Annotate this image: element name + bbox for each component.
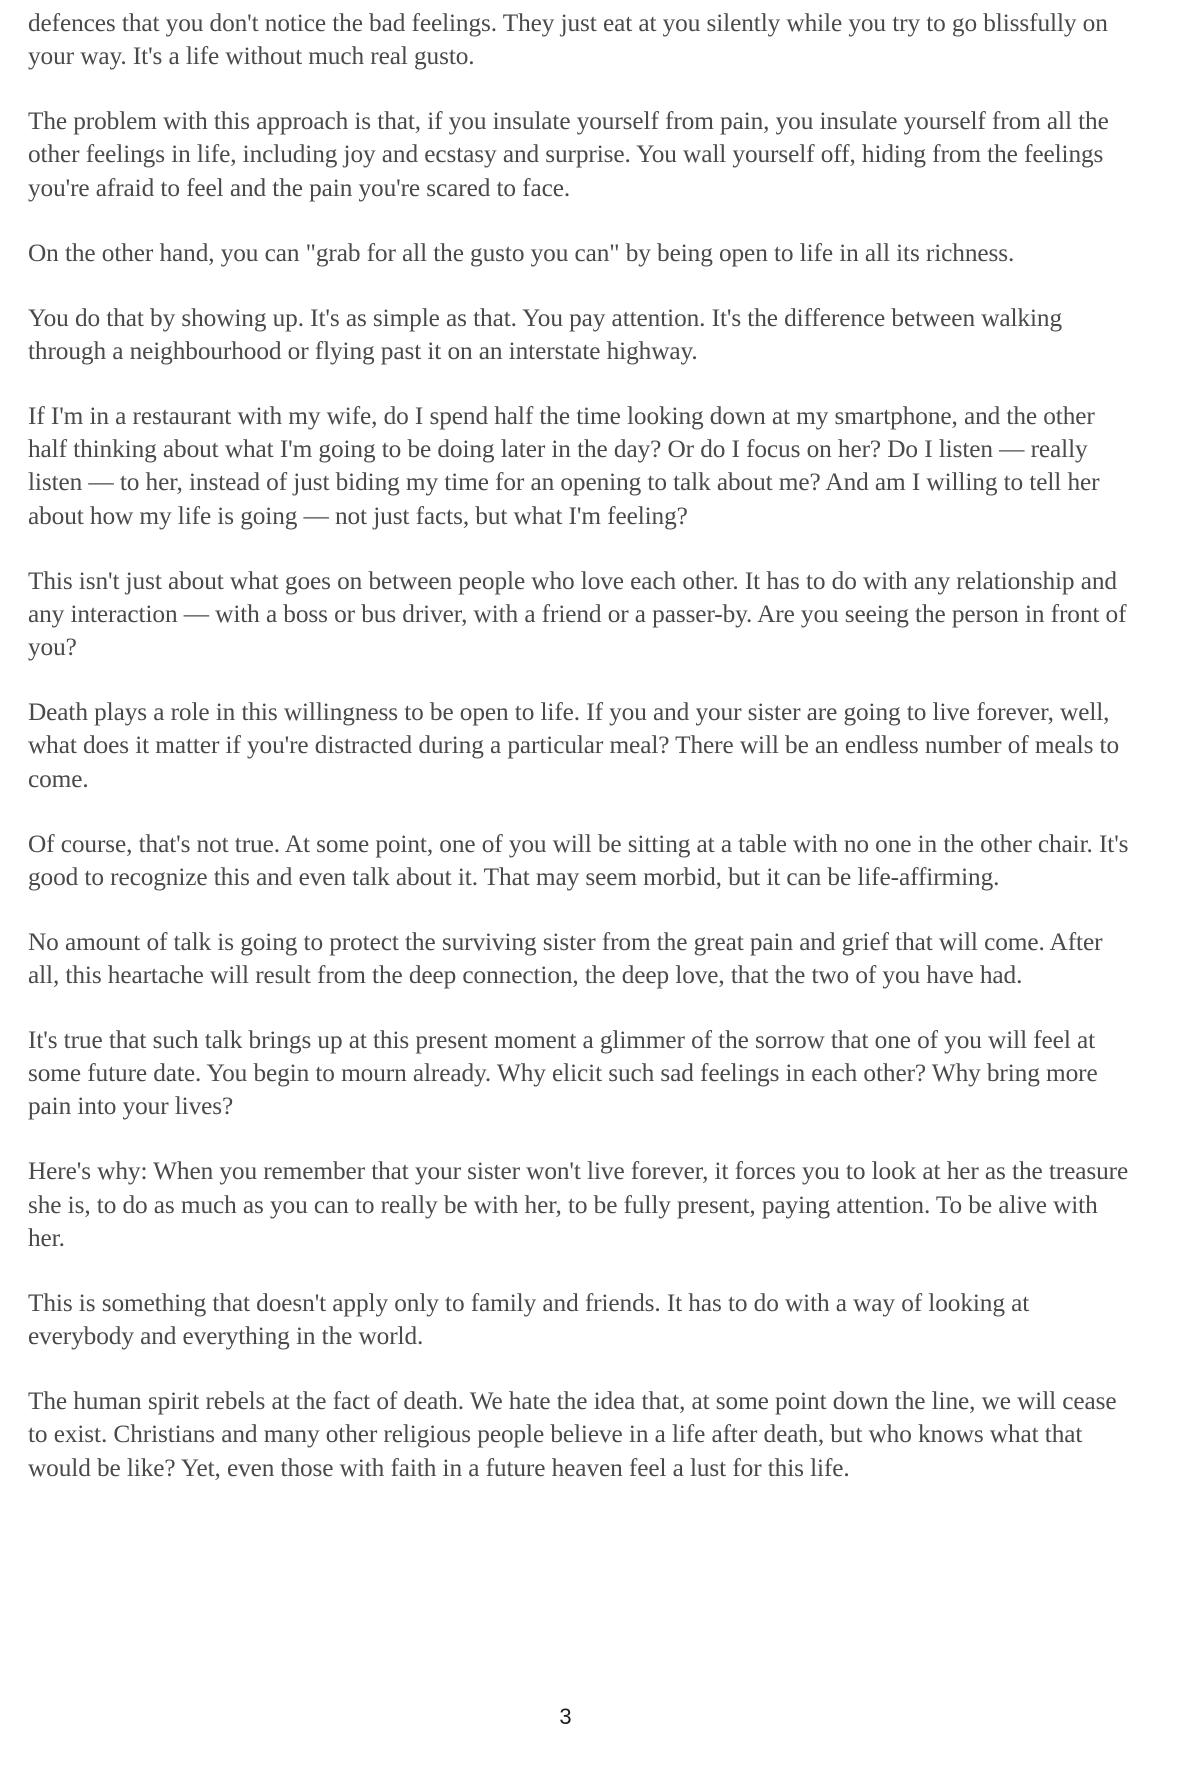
body-text <box>28 7 1138 1485</box>
paragraph: No amount of talk is going to protect the surviving sister from the great pain and grief that will come. After all, this heartache will result from the deep connection, the deep love, that the two of you have had. <box>28 927 1103 989</box>
paragraph: It's true that such talk brings up at this present moment a glimmer of the sorrow that one of you will feel at some future date. You begin to mourn already. Why elicit such sad feelings in each other? Why bring more pain into your lives? <box>28 1025 1098 1121</box>
paragraph: This is something that doesn't apply only to family and friends. It has to do with a way of looking at everybody and everything in the world. <box>28 1288 1030 1351</box>
paragraph: You do that by showing up. It's as simple as that. You pay attention. It's the difference between walking through a neighbourhood or flying past it on an interstate highway. <box>28 303 1063 365</box>
paragraph: The human spirit rebels at the fact of death. We hate the idea that, at some point down the line, we will cease to exist. Christians and many other religious people believe in a life after death, but who knows what that would be like? Yet, even those with faith in a future heaven feel a lust for this life. <box>28 1387 1117 1482</box>
paragraph: Death plays a role in this willingness to be open to life. If you and your sister are going to live forever, well, what does it matter if you're distracted during a particular meal? There will be an endless number of meals to come. <box>28 698 1120 793</box>
paragraph: The problem with this approach is that, if you insulate yourself from pain, you insulate yourself from all the other feelings in life, including joy and ecstasy and surprise. You wall yourself off, hiding from the feelings you're afraid to feel and the pain you're scared to face. <box>28 107 1109 202</box>
paragraph: On the other hand, you can "grab for all the gusto you can" by being open to life in all its richness. <box>28 238 1015 267</box>
paragraph: defences that you don't notice the bad feelings. They just eat at you silently while you try to go blissfully on your way. It's a life without much real gusto. <box>28 9 1108 71</box>
paragraph: Of course, that's not true. At some point, one of you will be sitting at a table with no one in the other chair. It's good to recognize this and even talk about it. That may seem morbid, but it can be life-affirming. <box>28 829 1129 891</box>
paragraph: This isn't just about what goes on between people who love each other. It has to do with any relationship and any interaction — with a boss or bus driver, with a friend or a passer-by. Are you seeing the person in front of you? <box>28 566 1127 662</box>
paragraph: Here's why: When you remember that your sister won't live forever, it forces you to look at her as the treasure she is, to do as much as you can to really be with her, to be fully present, paying attention. To be alive with her. <box>28 1157 1129 1252</box>
page-number: 3 <box>559 1704 572 1729</box>
paragraph: If I'm in a restaurant with my wife, do I spend half the time looking down at my smartphone, and the other half thinking about what I'm going to be doing later in the day? Or do I focus on her? Do I listen — really listen — to her, instead of just biding my time for an opening to talk about me? And am I willing to tell her about how my life is going — not just facts, but what I'm feeling? <box>28 401 1100 530</box>
